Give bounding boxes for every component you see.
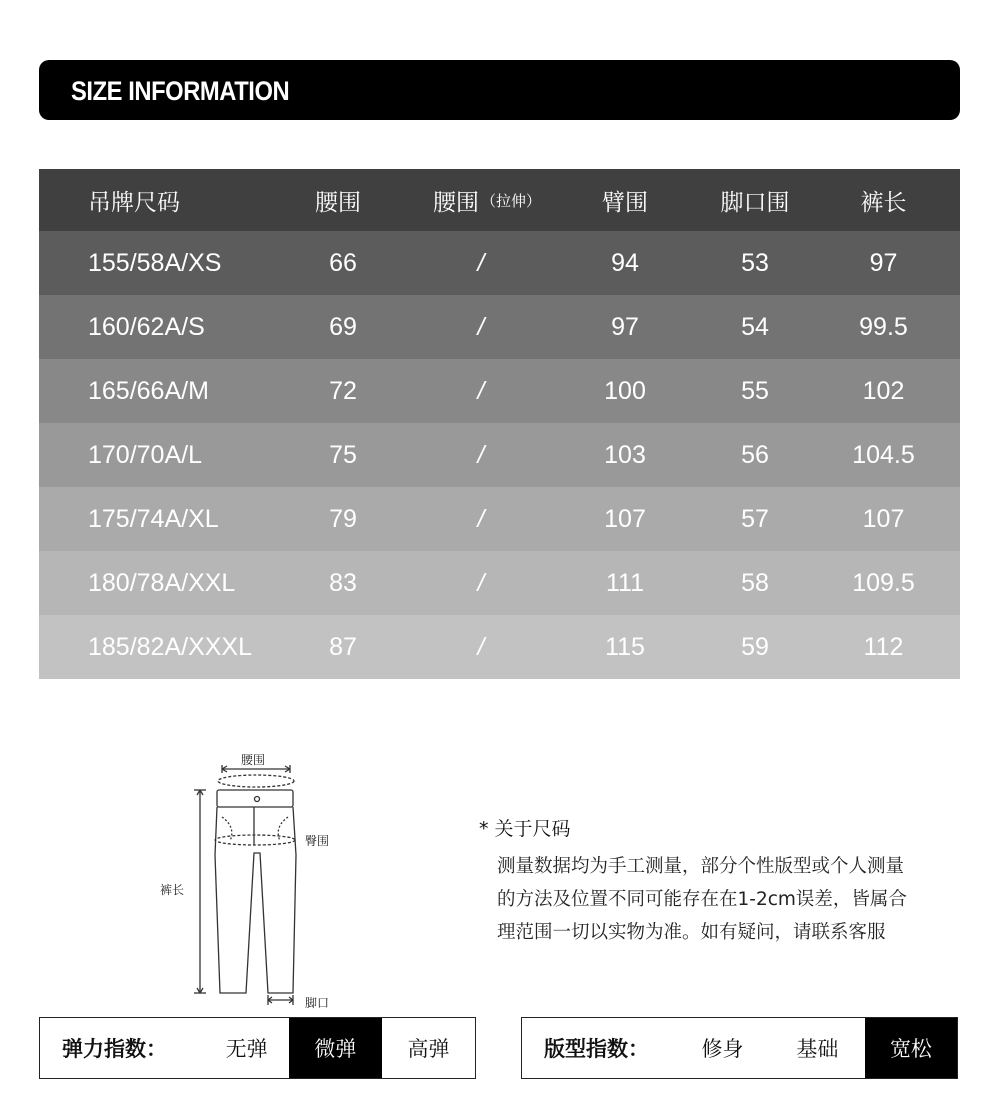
fit-label: 版型指数： xyxy=(544,1037,649,1061)
table-row xyxy=(39,295,960,359)
table-row xyxy=(39,615,960,679)
fit-option-regular: 基础 xyxy=(796,1037,839,1061)
table-cell: 107 xyxy=(604,504,646,533)
table-cell: 97 xyxy=(869,248,898,277)
size-note-title: * 关于尺码 xyxy=(479,818,571,840)
size-table xyxy=(39,169,960,679)
table-cell: 94 xyxy=(611,248,639,277)
fit-option-loose: 宽松 xyxy=(865,1018,957,1078)
section-title: SIZE INFORMATION xyxy=(71,76,290,106)
table-cell: 57 xyxy=(741,504,769,533)
elasticity-option-slight: 微弹 xyxy=(289,1018,382,1078)
label-hip: 臀围 xyxy=(305,834,330,848)
header-hem: 脚口围 xyxy=(720,189,790,216)
table-cell: 59 xyxy=(741,632,769,661)
size-note-text xyxy=(497,850,957,949)
header-stretch-note: （拉伸） xyxy=(481,191,542,210)
header-waist-stretch xyxy=(433,169,541,231)
table-header-row xyxy=(39,169,960,231)
size-note-line: 测量数据均为手工测量，部分个性版型或个人测量 xyxy=(497,856,905,877)
table-cell: 72 xyxy=(329,376,357,405)
table-cell: 115 xyxy=(605,632,645,661)
table-row xyxy=(39,423,960,487)
table-cell: 75 xyxy=(329,440,357,469)
table-cell: 180/78A/XXL xyxy=(88,568,236,597)
table-cell: 97 xyxy=(611,312,639,341)
table-cell: 54 xyxy=(741,312,769,341)
table-cell: 165/66A/M xyxy=(88,376,209,405)
table-cell: / xyxy=(477,376,485,405)
table-cell: 155/58A/XS xyxy=(88,248,222,277)
label-hem: 脚口 xyxy=(305,996,330,1010)
table-cell: / xyxy=(477,632,485,661)
table-cell: 111 xyxy=(605,568,644,597)
table-body xyxy=(39,231,960,679)
elasticity-option-high: 高弹 xyxy=(407,1037,450,1061)
table-cell: 55 xyxy=(741,376,769,405)
table-cell: 185/82A/XXXL xyxy=(88,632,253,661)
header-waist: 腰围 xyxy=(315,189,361,216)
table-cell: 160/62A/S xyxy=(88,312,205,341)
table-cell: / xyxy=(477,248,485,277)
label-length: 裤长 xyxy=(160,883,185,897)
elasticity-label: 弹力指数： xyxy=(62,1037,167,1061)
table-cell: 69 xyxy=(329,312,357,341)
size-note-line: 理范围一切以实物为准。如有疑问，请联系客服 xyxy=(497,922,886,943)
table-cell: 56 xyxy=(741,440,769,469)
fit-option-slim: 修身 xyxy=(701,1037,744,1061)
table-row xyxy=(39,551,960,615)
table-cell: 104.5 xyxy=(852,440,915,469)
table-cell: 53 xyxy=(741,248,769,277)
fit-index xyxy=(521,1017,958,1079)
table-row xyxy=(39,359,960,423)
table-cell: 107 xyxy=(862,504,905,533)
pants-diagram-icon xyxy=(150,745,350,1010)
header-tag-size: 吊牌尺码 xyxy=(88,189,180,216)
pants-diagram xyxy=(150,745,350,1010)
table-cell: 87 xyxy=(329,632,357,661)
table-cell: 83 xyxy=(329,568,357,597)
label-waist: 腰围 xyxy=(241,753,266,767)
table-cell: 103 xyxy=(604,440,646,469)
header-length: 裤长 xyxy=(860,189,907,216)
table-cell: 112 xyxy=(863,632,904,661)
table-cell: 58 xyxy=(741,568,769,597)
table-cell: 102 xyxy=(862,376,905,405)
table-cell: / xyxy=(477,312,485,341)
elasticity-index xyxy=(39,1017,476,1079)
table-cell: 175/74A/XL xyxy=(88,504,219,533)
table-row xyxy=(39,487,960,551)
table-cell: / xyxy=(477,440,485,469)
table-cell: 99.5 xyxy=(859,312,908,341)
elasticity-option-none: 无弹 xyxy=(225,1037,268,1061)
table-cell: 109.5 xyxy=(852,568,915,597)
section-header xyxy=(39,60,960,120)
size-note-line: 的方法及位置不同可能存在在1-2cm误差，皆属合 xyxy=(497,889,907,910)
table-cell: 100 xyxy=(604,376,646,405)
table-row xyxy=(39,231,960,295)
header-waist-stretch-label: 腰围 xyxy=(433,189,479,216)
table-cell: 79 xyxy=(329,504,357,533)
header-hip: 臂围 xyxy=(602,189,648,216)
table-cell: / xyxy=(477,504,485,533)
table-cell: 170/70A/L xyxy=(88,440,202,469)
table-cell: / xyxy=(477,568,485,597)
table-cell: 66 xyxy=(329,248,357,277)
